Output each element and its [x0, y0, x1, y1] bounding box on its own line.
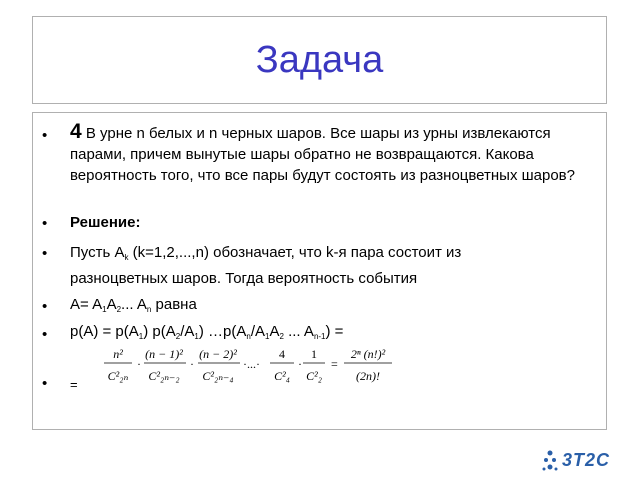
fraction-2: [144, 347, 186, 383]
fraction-3: [198, 347, 240, 383]
fraction-denominator: C²₂ₙ₋₄: [202, 369, 234, 383]
multiply-sign: ·: [190, 357, 194, 371]
problem-number: 4: [70, 120, 82, 143]
problem-statement: [70, 121, 590, 186]
fraction-denominator: C²₄: [274, 369, 290, 383]
fraction-numerator: (n − 1)²: [145, 347, 183, 361]
text-run: ) p(A: [143, 323, 176, 340]
text-run: ) …p(A: [198, 323, 247, 340]
bullet-marker: •: [42, 298, 48, 315]
fraction-numerator: n²: [113, 347, 123, 361]
fraction-numerator: 1: [311, 347, 317, 361]
fraction-denominator: C²₂ₙ₋₂: [148, 369, 180, 383]
multiply-sign: ·: [298, 357, 302, 371]
fraction-5: [303, 347, 325, 383]
equals-sign: =: [331, 357, 338, 371]
fraction-1: [104, 347, 132, 383]
bullet-marker: •: [42, 215, 48, 232]
subscript: 2: [279, 332, 284, 341]
slide-title: Задача: [255, 38, 384, 81]
subscript: 1: [102, 305, 107, 314]
subscript: 1: [194, 332, 199, 341]
fraction-denominator: (2n)!: [356, 369, 380, 383]
fraction-numerator: 4: [279, 347, 285, 361]
text-run: ... A: [121, 296, 147, 313]
subscript: 1: [265, 332, 270, 341]
text-run: Пусть A: [70, 244, 125, 261]
text-run: p(A) = p(A: [70, 323, 139, 340]
text-run: ... A: [283, 323, 314, 340]
fraction-4: [270, 347, 294, 383]
subscript: k: [124, 253, 129, 262]
subscript: n: [146, 305, 152, 314]
fraction-denominator: C²₂ₙ: [107, 369, 129, 383]
text-run: /A: [250, 323, 265, 340]
text-run: A: [106, 296, 117, 313]
subscript: 2: [175, 332, 181, 341]
fraction-numerator: (n − 2)²: [199, 347, 237, 361]
bullet-marker: •: [42, 326, 48, 343]
fraction-denominator: C²₂: [306, 369, 322, 383]
text-run: (k=1,2,...,n) обозначает, что k-я пара состоит из: [128, 244, 462, 261]
logo-icon: [540, 448, 560, 474]
title-box: [32, 16, 607, 104]
probability-product: [70, 321, 590, 342]
subscript: n-1: [313, 332, 326, 341]
logo-text: 3T2C: [562, 450, 611, 470]
text-run: /A: [180, 323, 195, 340]
text-run: A: [269, 323, 280, 340]
text-run: разноцветных шаров. Тогда вероятность события: [70, 270, 418, 287]
subscript: 2: [116, 305, 122, 314]
bullet-marker: •: [42, 245, 48, 262]
ellipsis-product: ·...·: [243, 357, 260, 371]
multiply-sign: ·: [137, 357, 141, 371]
bullet-marker: •: [42, 375, 48, 392]
text-run: равна: [151, 296, 197, 313]
bullet-marker: •: [42, 127, 48, 144]
fraction-numerator: 2ⁿ (n!)²: [350, 347, 386, 361]
solution-label: Решение:: [70, 214, 141, 231]
subscript: 1: [138, 332, 144, 341]
subscript: n: [246, 332, 251, 341]
text-run: ) =: [325, 323, 344, 340]
result-prefix: =: [70, 377, 78, 392]
problem-text: В урне n белых и n черных шаров. Все шары из урны извлекаются парами, причем вынутые шары обратно не возвращаются. Какова вероятность того, что все пары будут состоять из разноцветных шаров?: [70, 125, 575, 184]
result-formula: [104, 345, 404, 395]
result-fraction: [344, 347, 392, 383]
event-definition: [70, 294, 590, 315]
definition-text: [70, 240, 590, 292]
text-run: A= A: [70, 296, 103, 313]
